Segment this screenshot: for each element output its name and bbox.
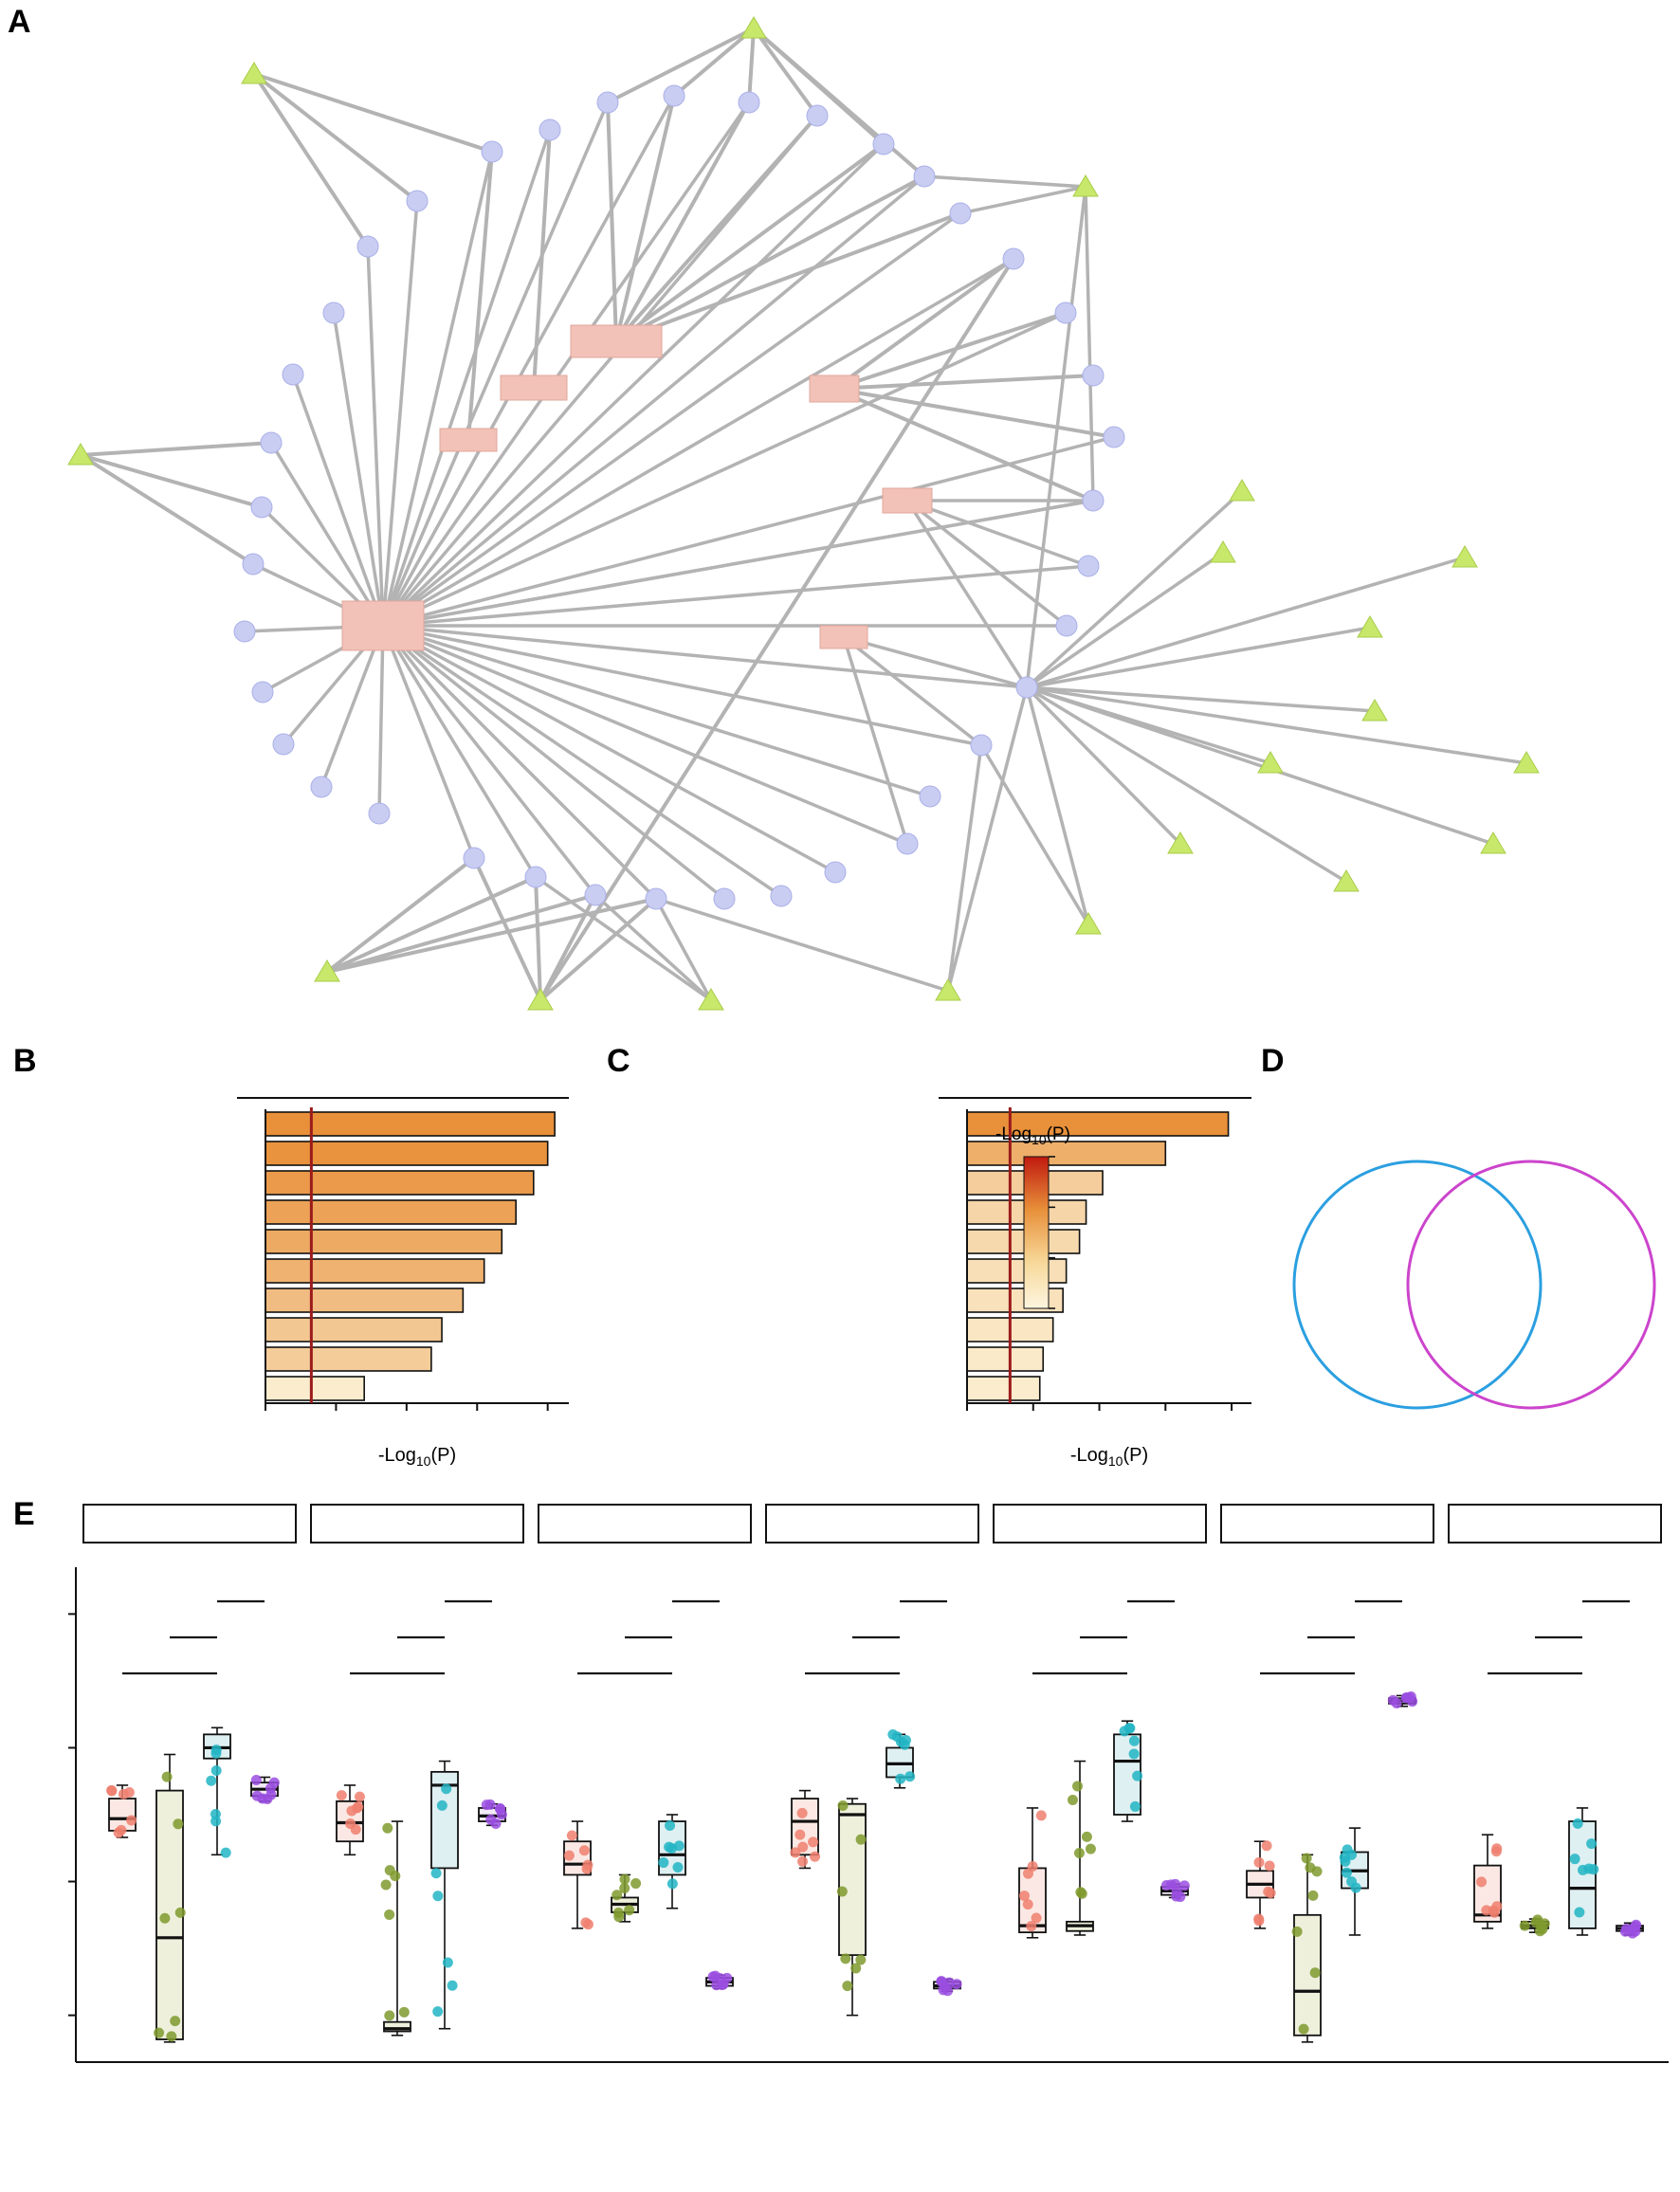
panel-letter-a: A [8,4,31,40]
legend-title: -Log$_{10}$(P) [995,1124,1070,1147]
venn-diagram [1261,1043,1680,1489]
panel-letter-e: E [13,1496,35,1532]
x-axis-label: -Log$_{10}$(P) [377,1445,457,1469]
boxplot-panel [0,1493,1680,2192]
panel-letter-b: B [13,1043,37,1079]
biological-process-chart [0,1043,588,1489]
x-axis-label: -Log$_{10}$(P) [1069,1445,1149,1469]
kegg-pathway-chart [588,1043,1261,1489]
panel-letter-c: C [607,1043,630,1079]
panel-letter-d: D [1261,1043,1285,1079]
network-panel [0,0,1680,1033]
